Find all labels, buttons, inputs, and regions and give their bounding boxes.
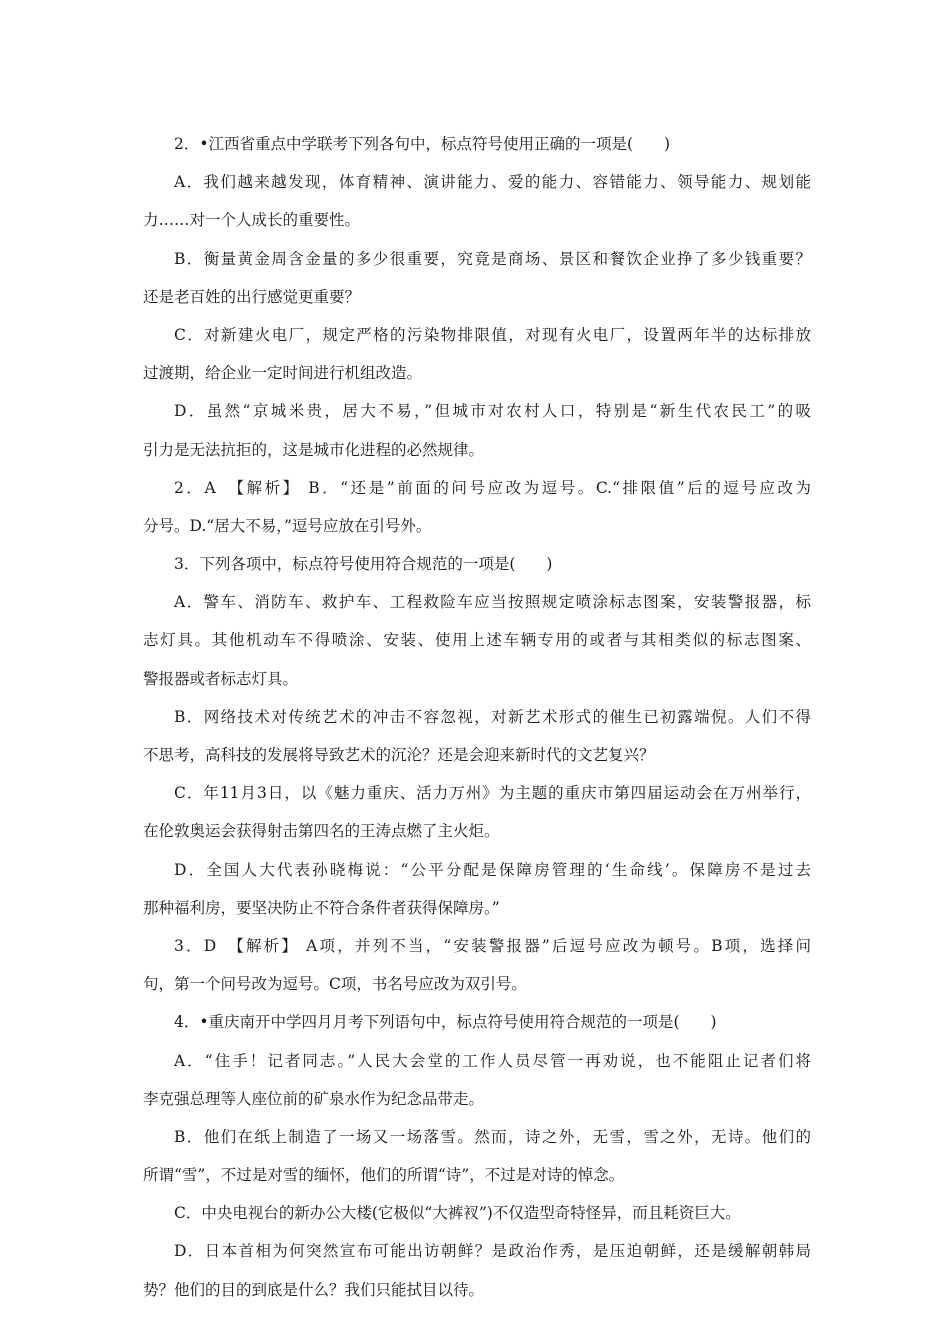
text-line: 2．•江西省重点中学联考下列各句中，标点符号使用正确的一项是( ) bbox=[174, 135, 671, 153]
text-line: 那种福利房，要坚决防止不符合条件者获得保障房。” bbox=[143, 898, 500, 917]
text-line: A．警车、消防车、救护车、工程救险车应当按照规定喷涂标志图案，安装警报器，标 bbox=[174, 593, 811, 612]
text-line: 3．D 【解析】 A项，并列不当，“安装警报器”后逗号应改为顿号。B项，选择问 bbox=[174, 936, 811, 955]
text-line: 过渡期，给企业一定时间进行机组改造。 bbox=[143, 364, 423, 383]
text-line: B．衡量黄金周含金量的多少很重要，究竟是商场、景区和餐饮企业挣了多少钱重要？ bbox=[174, 249, 811, 268]
text-line: 不思考，高科技的发展将导致艺术的沉沦？还是会迎来新时代的文艺复兴？ bbox=[143, 746, 655, 764]
text-line: A．“住手！记者同志。”人民大会堂的工作人员尽管一再劝说，也不能阻止记者们将 bbox=[174, 1051, 811, 1070]
text-line: C．对新建火电厂，规定严格的污染物排限值，对现有火电厂，设置两年半的达标排放 bbox=[174, 325, 811, 344]
text-line: D．日本首相为何突然宣布可能出访朝鲜？是政治作秀，是压迫朝鲜，还是缓解朝韩局 bbox=[174, 1242, 811, 1261]
text-line: C．中央电视台的新办公大楼(它极似“大裤衩”)不仅造型奇特怪异，而且耗资巨大。 bbox=[174, 1204, 741, 1223]
text-line: 分号。D.“居大不易，”逗号应放在引号外。 bbox=[143, 516, 432, 535]
text-line: 3．下列各项中，标点符号使用符合规范的一项是( ) bbox=[174, 555, 553, 574]
text-line: C．年11月3日，以《魅力重庆、活力万州》为主题的重庆市第四届运动会在万州举行， bbox=[174, 784, 811, 803]
text-line: 还是老百姓的出行感觉更重要？ bbox=[143, 287, 361, 306]
text-line: 2．A 【解析】 B．“还是”前面的问号应改为逗号。C.“排限值”后的逗号应改为 bbox=[174, 478, 811, 497]
text-line: 力……对一个人成长的重要性。 bbox=[143, 211, 361, 230]
text-line: 警报器或者标志灯具。 bbox=[143, 669, 299, 688]
text-line: 4．•重庆南开中学四月月考下列语句中，标点符号使用符合规范的一项是( ) bbox=[174, 1013, 717, 1032]
text-line: D．全国人大代表孙晓梅说：“公平分配是保障房管理的‘生命线’。保障房不是过去 bbox=[174, 860, 811, 879]
text-line: B．他们在纸上制造了一场又一场落雪。然而，诗之外，无雪，雪之外，无诗。他们的 bbox=[174, 1127, 811, 1146]
text-line: 句，第一个问号改为逗号。C项，书名号应改为双引号。 bbox=[143, 975, 527, 994]
text-line: D．虽然“京城米贵，居大不易，”但城市对农村人口，特别是“新生代农民工”的吸 bbox=[174, 402, 811, 421]
text-line: A．我们越来越发现，体育精神、演讲能力、爱的能力、容错能力、领导能力、规划能 bbox=[174, 173, 811, 192]
text-line: 志灯具。其他机动车不得喷涂、安装、使用上述车辆专用的或者与其相类似的标志图案、 bbox=[143, 631, 811, 650]
text-line: 李克强总理等人座位前的矿泉水作为纪念品带走。 bbox=[143, 1089, 485, 1108]
document-body bbox=[143, 125, 811, 1309]
text-line: 所谓“雪”，不过是对雪的缅怀，他们的所谓“诗”，不过是对诗的悼念。 bbox=[143, 1166, 625, 1185]
text-line: B．网络技术对传统艺术的冲击不容忽视，对新艺术形式的催生已初露端倪。人们不得 bbox=[174, 707, 811, 726]
text-line: 势？他们的目的到底是什么？我们只能拭目以待。 bbox=[143, 1280, 485, 1299]
text-line: 引力是无法抗拒的，这是城市化进程的必然规律。 bbox=[143, 440, 485, 459]
text-line: 在伦敦奥运会获得射击第四名的王涛点燃了主火炬。 bbox=[143, 822, 500, 841]
